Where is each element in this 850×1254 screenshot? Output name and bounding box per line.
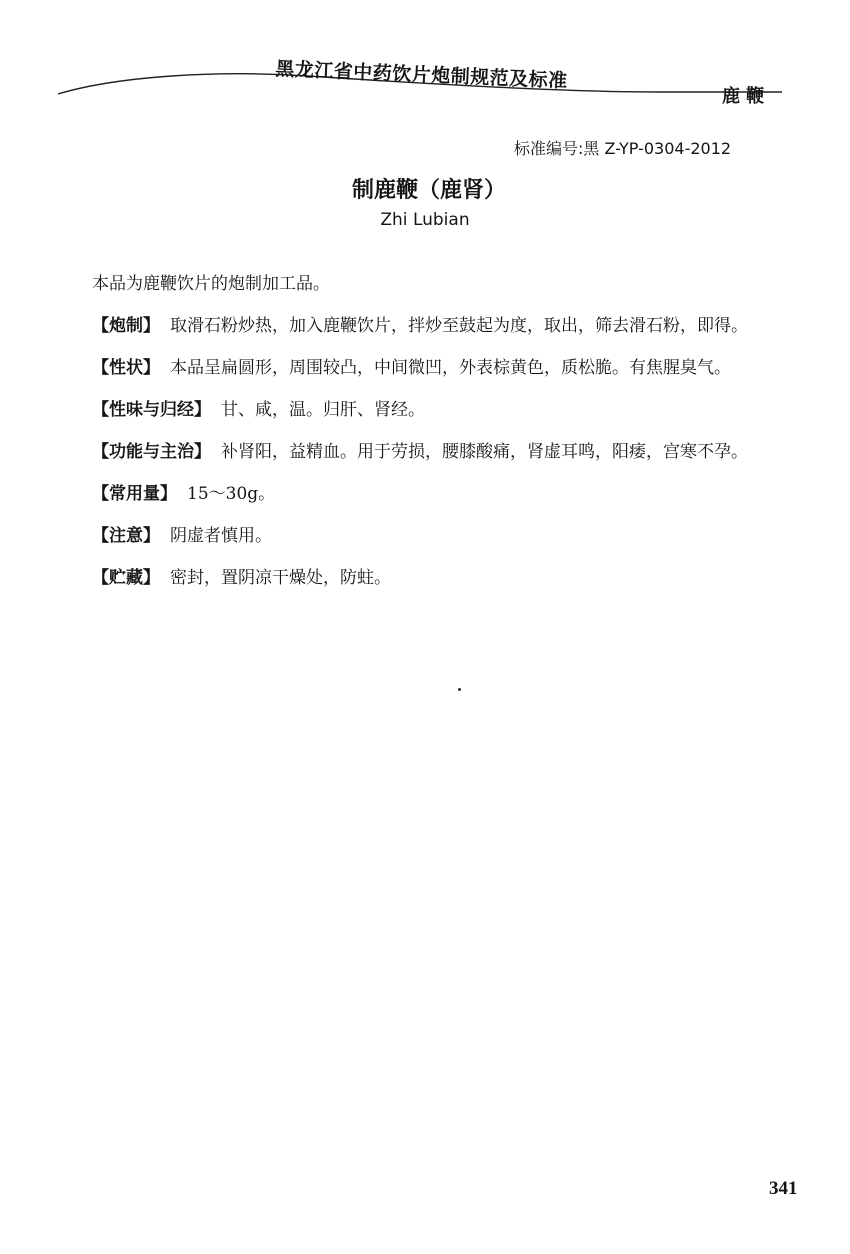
section-label: 【功能与主治】 xyxy=(92,442,211,462)
running-header xyxy=(58,50,798,112)
section-label: 【常用量】 xyxy=(92,484,177,504)
monograph-pinyin: Zhi Lubian xyxy=(380,210,470,230)
monograph-body xyxy=(62,268,788,604)
section-label: 【性味与归经】 xyxy=(92,400,211,420)
section-text: 阴虚者慎用。 xyxy=(170,526,272,546)
section-text: 取滑石粉炒热，加入鹿鞭饮片，拌炒至鼓起为度，取出，筛去滑石粉，即得。 xyxy=(170,316,748,336)
scan-speck xyxy=(458,688,461,691)
section-label: 【炮制】 xyxy=(92,316,160,336)
book-title: 黑龙江省中药饮片炮制规范及标准 xyxy=(274,57,569,93)
header-entry-name: 鹿鞭 xyxy=(722,86,770,107)
intro-paragraph: 本品为鹿鞭饮片的炮制加工品。 xyxy=(92,274,330,294)
page-number: 341 xyxy=(769,1178,798,1199)
section-property-meridian xyxy=(62,394,788,426)
section-text: 密封，置阴凉干燥处，防蛀。 xyxy=(170,568,391,588)
section-label: 【注意】 xyxy=(92,526,160,546)
section-description xyxy=(62,352,788,384)
section-text: 补肾阳，益精血。用于劳损，腰膝酸痛，肾虚耳鸣，阳痿，宫寒不孕。 xyxy=(221,442,748,462)
section-text: 甘、咸，温。归肝、肾经。 xyxy=(221,400,425,420)
section-function-indication xyxy=(62,436,788,468)
monograph-title: 制鹿鞭（鹿肾） xyxy=(351,178,506,203)
section-dosage xyxy=(62,478,788,510)
section-processing xyxy=(62,310,788,342)
standard-number: 标准编号:黑 Z-YP-0304-2012 xyxy=(514,139,732,158)
section-storage xyxy=(62,562,788,594)
section-label: 【性状】 xyxy=(92,358,160,378)
section-text: 15～30g。 xyxy=(187,484,276,504)
section-text: 本品呈扁圆形，周围较凸，中间微凹，外表棕黄色，质松脆。有焦腥臭气。 xyxy=(170,358,731,378)
section-precaution xyxy=(62,520,788,552)
section-label: 【贮藏】 xyxy=(92,568,160,588)
